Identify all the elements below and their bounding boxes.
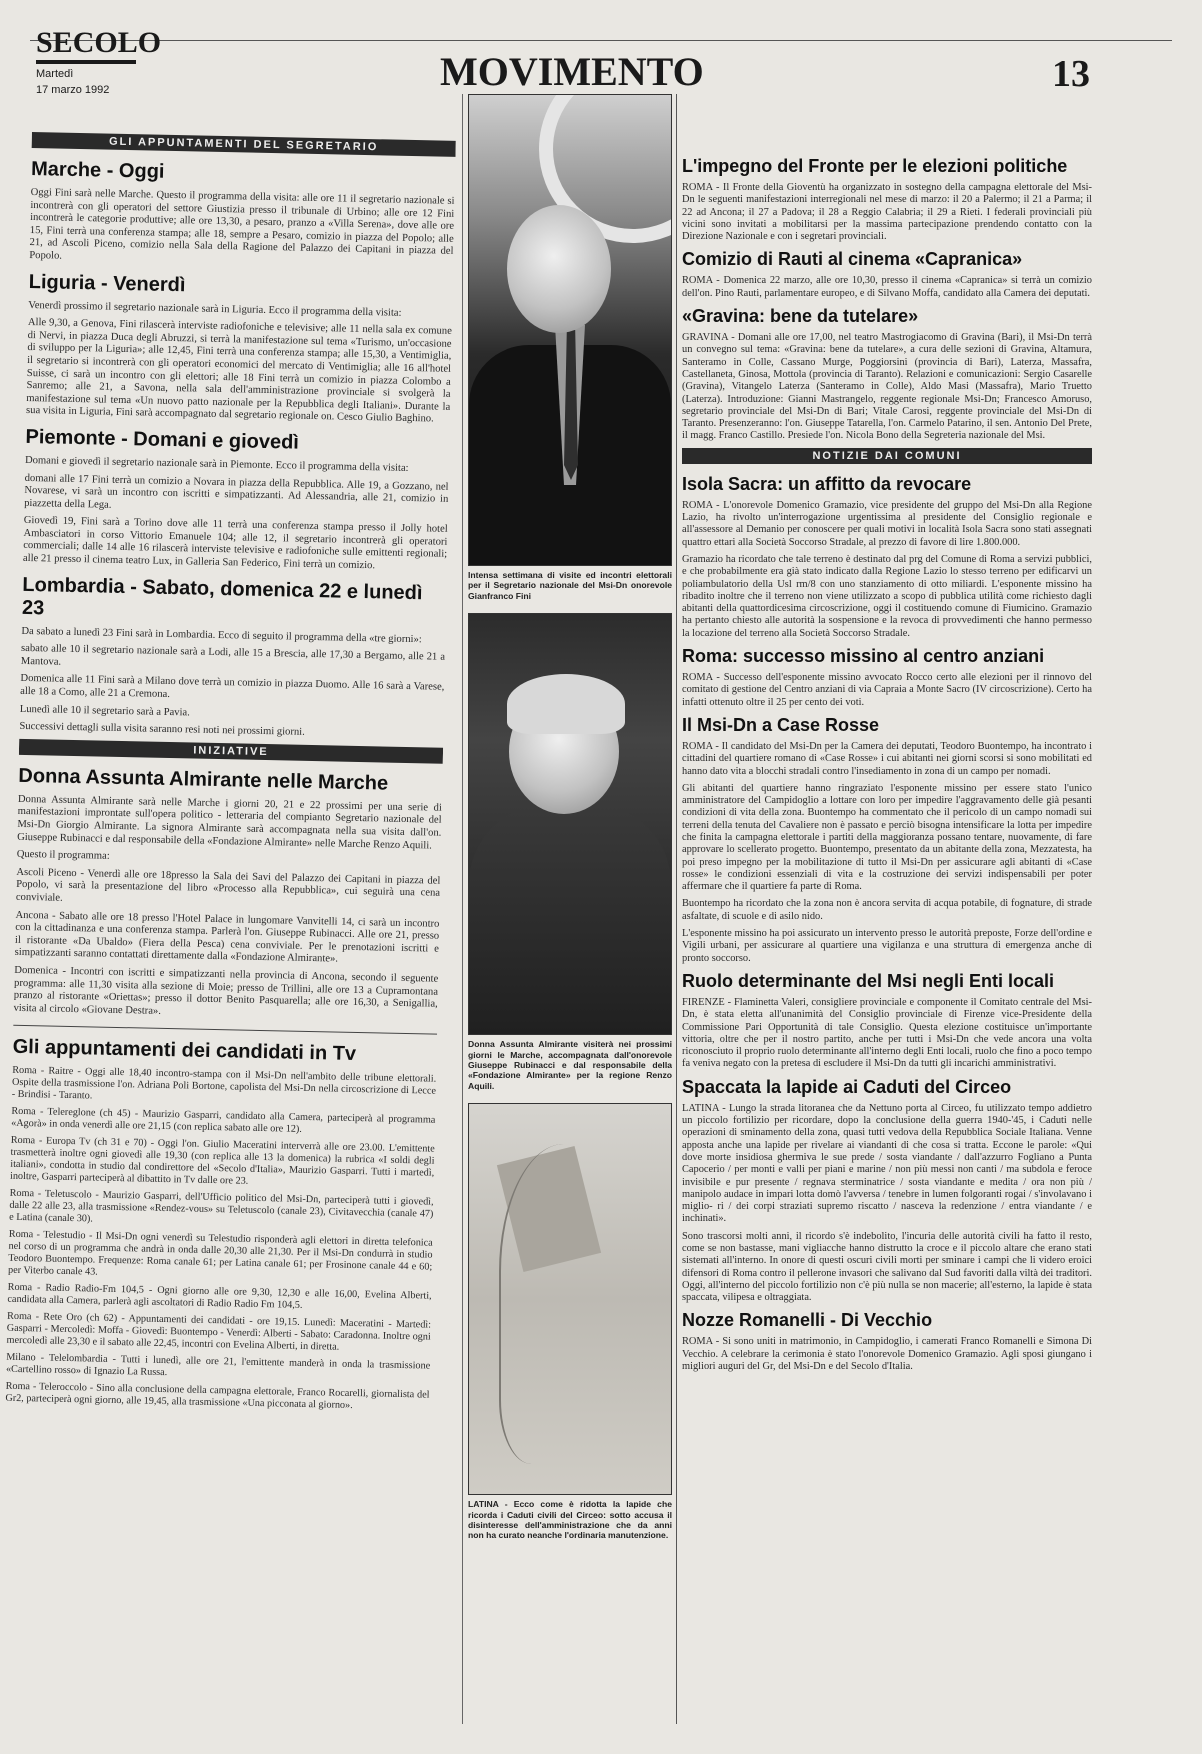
photo-figure-hair: [507, 674, 625, 734]
headline-centro-anziani: Roma: successo missino al centro anziani: [682, 646, 1045, 667]
caption-lapide: LATINA - Ecco come è ridotta la lapide che ricorda i Caduti civili del Circeo: sotto accusa il disinteresse dell'amministrazione che da anni non ha curato neanche l'ordinaria manutenzione.: [468, 1499, 672, 1541]
headline-marche: Marche - Oggi: [30, 157, 165, 183]
photo-fini: [468, 94, 672, 566]
headline-nozze: Nozze Romanelli - Di Vecchio: [682, 1310, 933, 1331]
issue-day: Martedì: [36, 68, 74, 80]
article-circeo-text: LATINA - Lungo la strada litoranea che da Nettuno porta al Circeo, fu utilizzato tempo addietro un piccolo fortilizio per ricordare, dopo la conclusione della guerra 1940-'45, i Caduti nelle operazioni di sminamento della zona, quasi tutti vedova della Repubblica Sociale Italiana. Venne apposta anche una lapide per rivelare ai viandanti di che cosa si tratta. Eccone le parole: «Qui dove morte insidiosa ghermiva le sue prede / sosta viandante / dall'azzurro Fogliano a Punta Capocerio / per monti e valli per piani e marine / non più messi non canti / ma subdola e feroce invisibile e pur presente / regnava sterminatrice / sosta viandante e medita / ora non più / manipolo audace in impari lotta domò l'avversa / tenebre in lumen folgoranti rogai / s'involavano i miglio- ri / dei corpi straziati supremo riscatto / nasceva la redenzione / entra viandante / e inchinati».: [682, 1102, 1092, 1225]
article-rosse-text3: Buontempo ha ricordato che la zona non è ancora servita di acqua potabile, di fognature, di strade asfaltate, di scuole e di asilo nido.: [682, 898, 1092, 922]
tv-item: Roma - Radio Radio-Fm 104,5 - Ogni giorno alle ore 9,30, 12,30 e alle 16,00, Evelina Alberti, candidata alla Camera, parlerà agli ascoltatori di Radio Radio Fm 104,5.: [7, 1282, 432, 1312]
headline-enti-locali: Ruolo determinante del Msi negli Enti locali: [682, 970, 1055, 991]
article-rosse-text2: Gli abitanti del quartiere hanno ringraziato l'esponente missino per essere stato l'unico amministratore del Campidoglio a lottare con loro per impedire l'aggravamento delle già pesanti condizioni di vita della zona. Buontempo ha commentato che il pericolo di un campo nomadi sui terreni della tenuta del Cavaliere non è passato e perciò bisogna intensificare la lotta per impedire che finita la campagna elettorale i partiti della maggioranza possano tentare, nuovamente, di fare approvare lo scellerato progetto. Buontempo, presentato da un abitante della zona, Mezzatesta, ha poi preso impegno per la mobilitazione di tutto il Msi-Dn per assicurare agli abitanti di «Case rosse» le condizioni essenziali di vita e la costruzione dei servizi indispensabili per poter affermare che il quartiere fa parte di Roma.: [682, 782, 1092, 893]
tv-item: Roma - Europa Tv (ch 31 e 70) - Oggi l'on. Giulio Maceratini interverrà alle ore 23.00. L'emittente trasmetterà inoltre ogni giovedì alle 19,30 (con replica alle 13 la domenica) la rubrica «I soldi degli italiani», condotta in studio dal condirettore del «Secolo d'Italia», Maurizio Gasparri. Tutti i martedì, inoltre, Gasparri parteciperà al dibattito in Tv dalle ore 23.: [9, 1135, 435, 1188]
header-rule: [30, 40, 1172, 41]
headline-donna-assunta: Donna Assunta Almirante nelle Marche: [18, 764, 389, 795]
article-lombardia-intro: Da sabato a lunedì 23 Fini sarà in Lombardia. Ecco di seguito il programma della «tre giorni»:: [21, 625, 422, 645]
section-bar-notizie: NOTIZIE DAI COMUNI: [682, 448, 1092, 464]
section-title: MOVIMENTO: [440, 49, 704, 94]
section-bar-appuntamenti: GLI APPUNTAMENTI DEL SEGRETARIO: [32, 132, 456, 157]
headline-circeo: Spaccata la lapide ai Caduti del Circeo: [682, 1076, 1012, 1097]
article-lombardia-text: sabato alle 10 il segretario nazionale sarà a Lodi, alle 15 a Brescia, alle 17,30 a Bergamo, alle 21 a Mantova.: [20, 643, 446, 668]
column-divider-right: [676, 94, 677, 1724]
tv-item: Roma - Telereglone (ch 45) - Maurizio Gasparri, candidato alla Camera, parteciperà al programma «Agorà» in onda venerdì alle ore 21,15 (con replica sabato alle ore 12).: [11, 1106, 436, 1136]
tv-item: Roma - Rete Oro (ch 62) - Appuntamenti dei candidati - ore 19,15. Lunedì: Maceratini - Martedì: Gasparri - Mercoledì: Moffa - Giovedì: Buontempo - Venerdì: Alberti - Sabato: Caradonna. Inoltre ogni mercoledì alle 23,30 e il sabato alle 22,45, incontri con Evelina Alberti, in diretta.: [6, 1311, 432, 1354]
article-marche-text: Oggi Fini sarà nelle Marche. Questo il programma della visita: alle ore 11 il segretario nazionale si incontrerà con gli operatori del settore Giustizia presso il tribunale di Urbino; alle ore 12 Fini incontrerà le categorie produttive; alle ore 13,30, a pesaro, pranzo a «Villa Serena», dove alle ore 15, Fini terrà una conferenza stampa; alle 18, sempre a Pesaro, comizio in piazza del Popolo; alle 21, ad Ascoli Piceno, comizio nella Sala della Ragione del Palazzo dei Capitani in piazza del Popolo.: [29, 186, 455, 262]
newspaper-logo: SECOLO: [36, 26, 162, 59]
photo-figure-shawl: [469, 804, 671, 1034]
headline-tv: Gli appuntamenti dei candidati in Tv: [12, 1036, 357, 1066]
article-isola-text2: Gramazio ha ricordato che tale terreno è destinato dal prg del Comune di Roma a servizi pubblici, e che probabilmente era già stato indicato dalla Regione Lazio lo stesso terreno per edificarvi un poliambulatorio della Usl rm/8 con uno stanziamento di otto miliardi. L'esponente missino ha ribadito inoltre che il terreno non viene utilizzato a scopo di pubblica utilità come richiesto dagli abitanti della quattordicesima circoscrizione, oggi il costituendo comune di Fiumicino. Gramazio ha pertanto chiesto alle autorità la sospensione e la revoca di provvedimenti che hanno permesso la locazione del terreno alla Società Soccorso Stradale.: [682, 553, 1092, 639]
caption-fini: Intensa settimana di visite ed incontri elettorali per il Segretario nazionale del Msi-Dn onorevole Gianfranco Fini: [468, 570, 672, 601]
article-circeo-text2: Sono trascorsi molti anni, il ricordo s'è indebolito, l'incuria delle autorità civili ha fatto il resto, come se non bastasse, mani vigliacche hanno distrutto la croce e il piccolo altare che erano stati sistemati all'interno. In onore di questi oscuri civili morti per sminare i campi che li videro eroici difensori di Roma contro il pellerone invasori che salivano dal Sud favoriti dalla viltà dei traditori. Oggi, all'interno del piccolo fortilizio non c'è più nulla se non macerie; all'esterno, la lapide è stata spaccata, vilipesa e oltraggiata.: [682, 1230, 1092, 1304]
photo-almirante: [468, 613, 672, 1035]
headline-fronte: L'impegno del Fronte per le elezioni politiche: [682, 156, 1068, 176]
headline-rauti: Comizio di Rauti al cinema «Capranica»: [682, 249, 1023, 270]
right-column: [682, 150, 1092, 1730]
article-fronte-text: ROMA - Il Fronte della Gioventù ha organizzato in sostegno della campagna elettorale del Msi-Dn le seguenti manifestazioni interregionali nel mese di marzo: il 20 a Palermo; il 21 a Parma; il 22 ad Ancona; il 27 a Padova; il 28 a Reggio Calabria; il 29 a Rieti. I federali provinciali più vicini sono invitati a mobilitarsi per la massima partecipazione prendendo contatto con la Direzione Nazionale e con i segretari provinciali.: [682, 182, 1092, 243]
photo-lapide: [468, 1103, 672, 1495]
issue-date: 17 marzo 1992: [36, 84, 110, 96]
tv-item: Roma - Raitre - Oggi alle 18,40 incontro-stampa con il Msi-Dn nell'ambito delle tribune elettorali. Ospite della trasmissione l'on. Adriana Poli Bortone, capolista del Msi-Dn nella circoscrizione di Lecce - Brindisi - Taranto.: [11, 1065, 437, 1102]
headline-case-rosse: Il Msi-Dn a Case Rosse: [682, 714, 880, 735]
photo-figure-face: [507, 205, 611, 333]
article-liguria-text: Alle 9,30, a Genova, Fini rilascerà interviste radiofoniche e televisive; alle 11 nella sala ex comune di Nervi, in piazza Duca degli Abruzzi, si terrà la manifestazione sul tema «Turismo, un'occasione di sviluppo per la Liguria»; alle 12,45, Fini terrà una conferenza stampa; alle 15,30, a Ventimiglia, il segretario si incontrerà con gli operatori economici del mercato di Ventimiglia; alle 16 all'hotel Suisse, ci sarà un incontro con gli elettori; alle 18 Fini terrà un comizio in piazza Colombo a Sanremo; alle 21, a Savona, nella sala dell'amministrazione provinciale si svolgerà la manifestazione sul tema «Un nuovo patto nazionale per la Repubblica degli Italiani». Durante la sua visita in Liguria, Fini sarà accompagnato dal segretario regionale on. Cesco Giulio Baghino.: [25, 317, 452, 425]
article-lombardia-text4: Successivi dettagli sulla visita saranno resi noti nei prossimi giorni.: [19, 721, 305, 739]
article-rauti-text: ROMA - Domenica 22 marzo, alle ore 10,30, presso il cinema «Capranica» si terrà un comizio dell'on. Pino Rauti, parlamentare europeo, e di Silvano Moffa, candidato alla Camera dei deputati.: [682, 275, 1092, 299]
article-donna-domenica: Domenica - Incontri con iscritti e simpatizzanti nella provincia di Ancona, secondo il seguente programma: alle 11,30 visita alla sezione di Moie; presso de Trillini, alle ore 13 a Cupramontana pranzo al ristorante «Oriettas»; presso il dottor Benito Pasquarella; alle ore 16,30, a Senigallia, visita al circolo «Giovane Destra».: [13, 964, 439, 1017]
photo-road: [499, 1144, 661, 1464]
headline-gravina: «Gravina: bene da tutelare»: [682, 306, 919, 327]
tv-item: Roma - Teleroccolo - Sino alla conclusione della campagna elettorale, Franco Rocarelli, giornalista del Gr2, parteciperà ogni giorno, alle 19,45, alla trasmissione «Una picconata al giorno».: [5, 1381, 430, 1412]
article-lombardia-text3: Lunedì alle 10 il segretario sarà a Pavia.: [19, 703, 190, 719]
headline-piemonte: Piemonte - Domani e giovedì: [25, 425, 300, 454]
page-number: 13: [1052, 53, 1090, 95]
article-liguria-intro: Venerdì prossimo il segretario nazionale sarà in Liguria. Ecco il programma della visita:: [28, 299, 402, 319]
article-donna-ancona: Ancona - Sabato alle ore 18 presso l'Hotel Palace in lungomare Vanvitelli 14, ci sarà un incontro con la cittadinanza e una conferenza stampa. Parlerà l'on. Giuseppe Rubinacci. Alle ore 21, presso il ristorante «Da Ubaldo» (Fiera della Pesca) cena conviviale. Per le prenotazioni iscritti e simpatizzanti saranno contattati direttamente dalla «Fondazione Almirante».: [14, 909, 440, 965]
logo-underline: [36, 60, 136, 64]
divider: [13, 1025, 437, 1035]
article-donna-intro: Donna Assunta Almirante sarà nelle Marche i giorni 20, 21 e 22 prossimi per una serie di manifestazioni improntate sull'opera politico - letteraria del compianto Segretario nazionale del Msi-Dn Giorgio Almirante. La signora Almirante sarà accompagnata nella sua visita dall'on. Giuseppe Rubinacci e dal responsabile della «Fondazione Almirante» nelle Marche Renzo Aquili.: [17, 793, 442, 852]
left-column: [0, 128, 456, 1737]
article-piemonte-intro: Domani e giovedì il segretario nazionale sarà in Piemonte. Ecco il programma della visita:: [24, 454, 409, 474]
article-nozze-text: ROMA - Si sono uniti in matrimonio, in Campidoglio, i camerati Franco Romanelli e Simona Di Vecchio. A celebrare la cerimonia è stato l'onorevole Domenico Gramazio. Agli sposi giungano i migliori auguri del Gr, del Msi-Dn e del Secolo d'Italia.: [682, 1336, 1092, 1373]
headline-liguria: Liguria - Venerdì: [28, 270, 186, 296]
masthead: [36, 28, 161, 96]
headline-lombardia: Lombardia - Sabato, domenica 22 e lunedì 23: [21, 573, 423, 620]
article-isola-text: ROMA - L'onorevole Domenico Gramazio, vice presidente del gruppo del Msi-Dn alla Regione Lazio, ha rivolto un'interrogazione urgentissima al presidente del Consiglio regionale e all'assessore al Demanio per conoscere per quali motivi in località Isola Sacra sono stati assegnati quattro ettari alla Società Soccorso Stradale, al prezzo di favore di lire 1.800.000.: [682, 499, 1092, 548]
tv-section: [5, 1036, 437, 1414]
article-piemonte-text: domani alle 17 Fini terrà un comizio a Novara in piazza della Repubblica. Alle 19, a Gozzano, nel Novarese, vi sarà un incontro con iscritti e simpatizzanti. Ad Alessandria, alle 21, comizio in piazzetta della Lega.: [24, 472, 449, 511]
section-bar-iniziative: INIZIATIVE: [19, 739, 443, 764]
article-enti-text: FIRENZE - Flaminetta Valeri, consigliere provinciale e componente il Comitato centrale del Msi-Dn, è stata eletta all'unanimità del Consiglio provinciale di Firenze vice-Presidente della Commissione Pari Opportunità di tale Consiglio. Questa elezione costituisce un'importante vittoria, oltre che per il nostro partito, anche per tutti i Msi-Dn che vede ancora una volta riconosciuto il proprio ruolo determinante all'interno degli Enti locali, ruolo che fino a poco tempo fa veniva negato con la pretesa di escludere il Msi-Dn da tutti gli incarichi amministrativi.: [682, 996, 1092, 1070]
article-piemonte-text2: Giovedì 19, Fini sarà a Torino dove alle 11 terrà una conferenza stampa presso il Jolly hotel Ambasciatori in corso Vittorio Emanuele 104; alle 12, il segretario incontrerà gli operatori commerciali; dalle 14 alle 16 rilascerà interviste televisive e radiofoniche sulle emittenti regionali; alle 21 presso il cinema teatro Lux, in Galleria San Federico, Fini terrà un comizio.: [22, 515, 448, 572]
article-donna-program-label: Questo il programma:: [16, 849, 110, 862]
article-lombardia-text2: Domenica alle 11 Fini sarà a Milano dove terrà un comizio in piazza Duomo. Alle 16 sarà a Varese, alle 18 a Como, alle 21 a Cremona.: [20, 673, 445, 701]
article-rosse-text4: L'esponente missino ha poi assicurato un intervento presso le autorità preposte, Forze dell'ordine e Vigili urbani, per assicurare al quartiere una vigilanza e una struttura di emergenza anche di pronto soccorso.: [682, 928, 1092, 964]
article-rosse-text: ROMA - Il candidato del Msi-Dn per la Camera dei deputati, Teodoro Buontempo, ha incontrato i cittadini del quartiere romano di «Case Rosse» i cui abitanti nei giorni scorsi si sono mobilitati ed hanno dato vita a blocchi stradali contro l'insediamento in zona di un campo per nomadi.: [682, 740, 1092, 777]
tv-item: Roma - Teletuscolo - Maurizio Gasparri, dell'Ufficio politico del Msi-Dn, parteciperà tutti i giovedì, dalle 22 alle 23, alla trasmissione «Rendez-vous» su Teletuscolo (canale 23), Civitavecchia (canale 47) e Latina (canale 30).: [9, 1188, 434, 1225]
tv-item: Roma - Telestudio - Il Msi-Dn ogni venerdì su Telestudio risponderà agli elettori in diretta telefonica nel corso di un programma che andrà in onda dalle 20,30 alle 21,30. Per il Msi-Dn condurrà in studio Teodoro Buontempo. Frequenze: Roma canale 61; per Latina canale 61; per Frosinone canale 44 e 60; per Viterbo canale 43.: [7, 1229, 433, 1278]
article-anziani-text: ROMA - Successo dell'esponente missino avvocato Rocco certo alle elezioni per il rinnovo del comitato di gestione del Centro anziani di via Capraia a Monte Sacro (IV circoscrizione). Certo ha infatti ottenuto oltre il 25 per cento dei voti.: [682, 672, 1092, 708]
caption-almirante: Donna Assunta Almirante visiterà nei prossimi giorni le Marche, accompagnata dall'onorevole Giuseppe Rubinacci e dal responsabile della «Fondazione Almirante» per la regione Renzo Aquili.: [468, 1039, 672, 1091]
column-divider-left: [462, 94, 463, 1724]
middle-column: [468, 94, 672, 1724]
article-donna-ascoli: Ascoli Piceno - Venerdì alle ore 18presso la Sala dei Savi del Palazzo dei Capitani in piazza del Popolo, vi sarà la presentazione del libro «Processo alla Repubblica», cui seguirà una cena conviviale.: [15, 866, 441, 904]
article-gravina-text: GRAVINA - Domani alle ore 17,00, nel teatro Mastrogiacomo di Gravina (Bari), il Msi-Dn terrà un convegno sul tema: «Gravina: bene da tutelare», a cura delle sezioni di Gravina, Altamura, Santeramo in Colle, Cassano Murge, Poggiorsini (provincia di Bari), Laterza, Massafra, Castellaneta, Ginosa, Mottola (provincia di Taranto). Relazioni e comunicazioni: Sergio Casarelle (Gravina), Vitangelo Laterza (Santeramo in Colle), Aldo Masi (Massafra), Mario Truetto (Laterza). Introduzione: Gianni Mastrangelo, reggente regionale Msi-Dn; Francesco Amoruso, segretario provinciale del Msi-Dn di Bari; Vitale Carosi, reggente provinciale del Msi-Dn di Taranto. Presenzeranno: l'on. Giuseppe Tatarella, l'on. Carmelo Patarino, il sen. Antonio Del Prete, il magg. Franco Castillo. Presiede l'on. Nicola Bono della Segreteria nazionale del Msi.: [682, 332, 1092, 442]
headline-isola-sacra: Isola Sacra: un affitto da revocare: [682, 473, 972, 494]
tv-item: Milano - Telelombardia - Tutti i lunedì, alle ore 21, l'emittente manderà in onda la trasmissione «Cartellino rosso» di Ignazio La Russa.: [5, 1352, 431, 1379]
